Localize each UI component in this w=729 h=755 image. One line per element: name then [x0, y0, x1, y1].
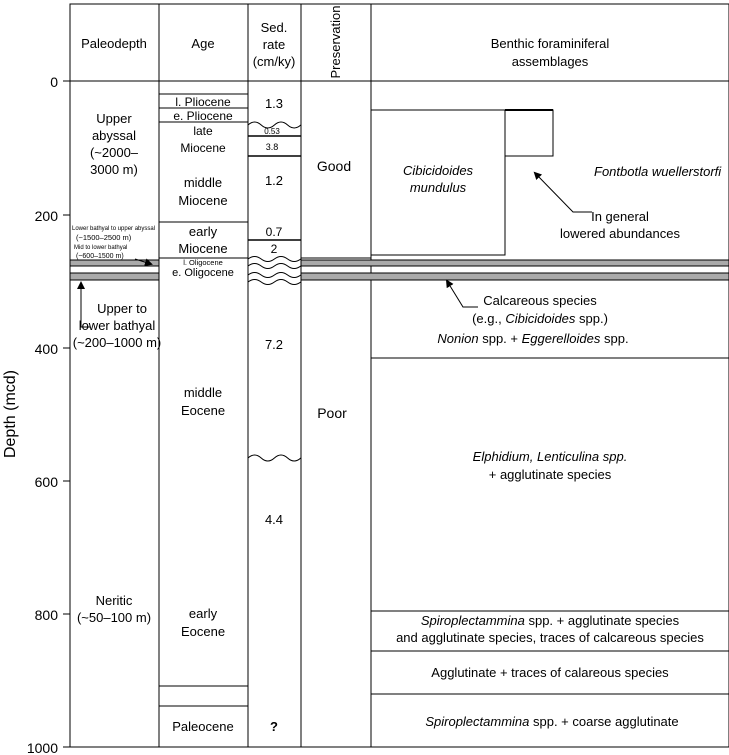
upper-lower-bathyal-line1: Upper to: [97, 301, 147, 316]
lowered-abundances-line1: In general: [591, 209, 649, 224]
y-axis: [2, 74, 70, 755]
header-assemblages-1: Benthic foraminiferal: [490, 36, 610, 51]
hiatus-band-lower-left: [70, 273, 159, 280]
age-e-pliocene: e. Pliocene: [173, 109, 233, 123]
upper-lower-bathyal-line3: (~200–1000 m): [72, 335, 162, 350]
age-e-oligocene: e. Oligocene: [172, 267, 234, 279]
hiatus-bands: [70, 260, 729, 280]
sed-rate-unknown: ?: [270, 719, 278, 734]
upper-abyssal-line2: abyssal: [91, 128, 137, 143]
sed-rate-2: 2: [270, 242, 278, 256]
age-early-miocene-1: early: [188, 224, 218, 239]
age-early-eocene-1: early: [188, 606, 218, 621]
age-late-miocene-1: late: [193, 124, 213, 138]
column-headers: [81, 6, 609, 79]
age-paleocene: Paleocene: [172, 719, 234, 734]
age-labels: [172, 95, 234, 734]
header-sed-rate-3: (cm/ky): [252, 54, 296, 69]
lowered-abundances-line2: lowered abundances: [560, 226, 680, 241]
upper-abyssal-line1: Upper: [96, 111, 132, 126]
preservation-poor: Poor: [317, 405, 347, 421]
header-assemblages-2: assemblages: [511, 54, 589, 69]
fontbotla-arrow: [535, 173, 592, 212]
sed-rate-labels: [264, 96, 283, 734]
elphidium-line1: Elphidium, Lenticulina spp.: [472, 449, 628, 464]
sed-rate-1-3: 1.3: [264, 96, 284, 111]
spiroplectammina-agglutinate-line2: and agglutinate species, traces of calcareous species: [396, 630, 704, 645]
fontbotla-box: [505, 110, 553, 156]
cibicidoides-mundulus-line2: mundulus: [409, 180, 467, 195]
neritic-line1: Neritic: [95, 593, 133, 608]
age-l-oligocene: l. Oligocene: [183, 258, 223, 267]
agglutinate-traces: Agglutinate + traces of calareous species: [431, 665, 669, 680]
tick-label-400: 400: [34, 341, 58, 357]
age-middle-eocene-1: middle: [183, 385, 223, 400]
sed-rate-7-2: 7.2: [264, 337, 284, 352]
assemblage-labels: [396, 163, 722, 729]
preservation-column: [301, 4, 371, 747]
age-middle-miocene-1: middle: [183, 175, 223, 190]
lower-bathyal-upper-abyssal: Lower bathyal to upper abyssal: [72, 226, 156, 232]
range-1500-2500: (~1500–2500 m): [76, 233, 132, 242]
paleodepth-labels: [72, 111, 161, 625]
spiroplectammina-coarse: Spiroplectammina spp. + coarse agglutinate: [425, 714, 679, 729]
header-preservation: Preservation: [328, 5, 343, 79]
hiatus-band-upper-left: [70, 260, 159, 266]
age-middle-eocene-2: Eocene: [180, 403, 226, 418]
calcareous-line2: (e.g., Cibicidoides spp.): [472, 311, 608, 326]
upper-abyssal-line4: 3000 m): [90, 162, 138, 177]
sed-rate-3-8: 3.8: [265, 142, 279, 152]
assemblage-boundaries: [371, 110, 729, 694]
preservation-good: Good: [316, 158, 352, 174]
y-axis-label: Depth (mcd): [2, 369, 19, 459]
sed-rate-0-7: 0.7: [265, 225, 283, 239]
header-paleodepth: Paleodepth: [81, 36, 147, 51]
sed-rate-column: [248, 4, 301, 747]
upper-abyssal-line3: (~2000–: [89, 145, 139, 160]
fontbotla-label: Fontbotla wuellerstorfi: [594, 164, 722, 179]
neritic-line2: (~50–100 m): [76, 610, 152, 625]
tick-label-0: 0: [50, 74, 58, 90]
nonion-eggerelloides: Nonion spp. + Eggerelloides spp.: [437, 331, 629, 346]
age-early-eocene-2: Eocene: [180, 624, 226, 639]
sed-rate-4-4: 4.4: [264, 512, 284, 527]
range-600-1500: (~600–1500 m): [76, 253, 124, 260]
age-late-miocene-2: Miocene: [180, 141, 226, 155]
elphidium-line2: + agglutinate species: [488, 467, 612, 482]
tick-label-1000: 1000: [26, 740, 58, 755]
sed-rate-0-53: 0.53: [264, 127, 280, 136]
cibicidoides-mundulus-line1: Cibicidoides: [402, 163, 474, 178]
spiroplectammina-agglutinate-line1: Spiroplectammina spp. + agglutinate species: [420, 613, 680, 628]
sed-rate-1-2: 1.2: [264, 173, 284, 188]
age-middle-miocene-2: Miocene: [178, 193, 228, 208]
age-early-miocene-2: Miocene: [178, 241, 228, 256]
calcareous-line1: Calcareous species: [483, 293, 597, 308]
hiatus-band-upper-right: [301, 260, 729, 266]
header-sed-rate-2: rate: [262, 37, 286, 52]
tick-label-800: 800: [34, 607, 58, 623]
preservation-labels: [317, 158, 351, 421]
header-age: Age: [191, 36, 215, 51]
hiatus-band-lower-right: [301, 273, 729, 280]
header-sed-rate-1: Sed.: [260, 20, 288, 35]
upper-lower-bathyal-line2: lower bathyal: [78, 318, 156, 333]
tick-label-200: 200: [34, 208, 58, 224]
age-l-pliocene: l. Pliocene: [175, 95, 231, 109]
mid-lower-bathyal: Mid to lower bathyal: [74, 245, 128, 251]
tick-label-600: 600: [34, 474, 58, 490]
calcareous-arrow: [447, 281, 478, 307]
